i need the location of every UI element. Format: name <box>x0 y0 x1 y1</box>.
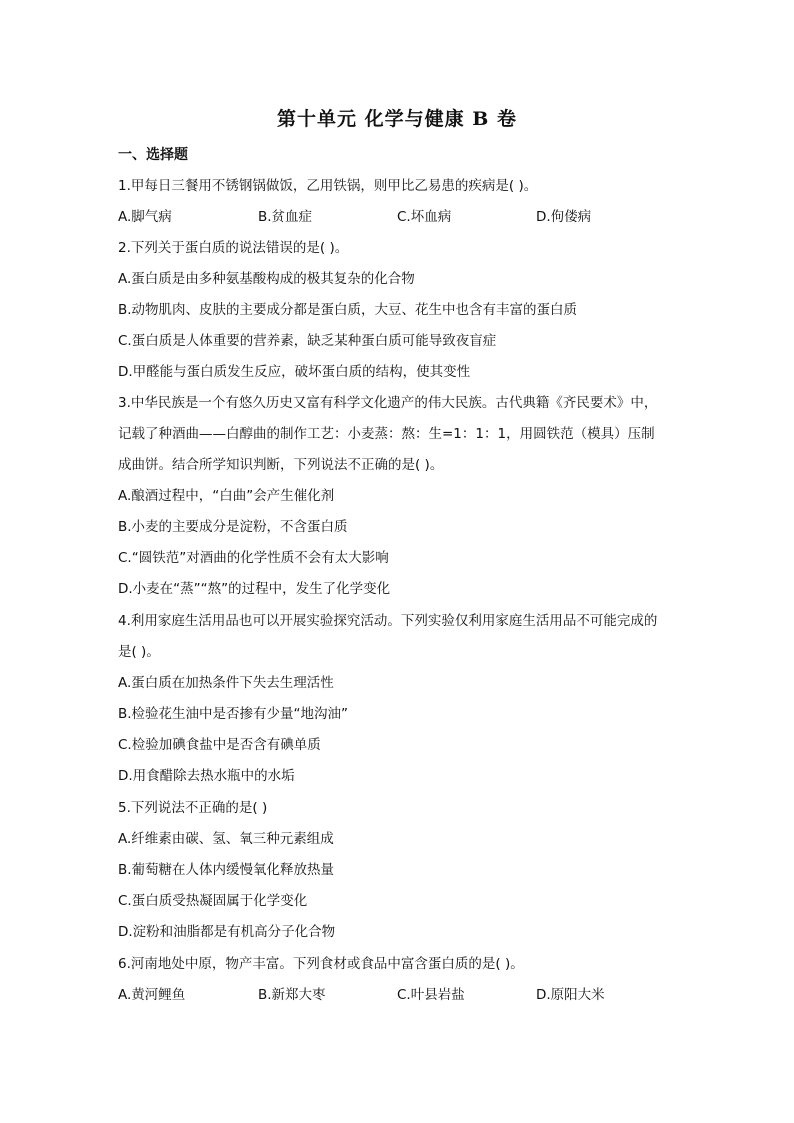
question-1-stem: 1.甲每日三餐用不锈钢锅做饭，乙用铁锅，则甲比乙易患的疾病是( )。 <box>118 178 538 194</box>
q5-option-c: C.蛋白质受热凝固属于化学变化 <box>118 893 308 909</box>
q1-option-a: A.脚气病 <box>118 209 172 225</box>
question-5-stem: 5.下列说法不正确的是( ) <box>118 800 268 816</box>
q1-option-c: C.坏血病 <box>397 209 452 225</box>
question-3-stem-line-3: 成曲饼。结合所学知识判断，下列说法不正确的是( )。 <box>118 457 444 473</box>
q2-option-c: C.蛋白质是人体重要的营养素，缺乏某种蛋白质可能导致夜盲症 <box>118 333 497 349</box>
question-1-options <box>118 207 678 227</box>
q3-option-a: A.酿酒过程中，“白曲”会产生催化剂 <box>118 488 335 504</box>
q1-option-d: D.佝偻病 <box>536 209 592 225</box>
q3-option-c: C.“圆铁范”对酒曲的化学性质不会有太大影响 <box>118 550 389 566</box>
q6-option-a: A.黄河鲤鱼 <box>118 987 186 1003</box>
q6-option-c: C.叶县岩盐 <box>397 987 465 1003</box>
q2-option-b: B.动物肌肉、皮肤的主要成分都是蛋白质，大豆、花生中也含有丰富的蛋白质 <box>118 302 578 318</box>
q2-option-d: D.甲醛能与蛋白质发生反应，破坏蛋白质的结构，使其变性 <box>118 364 471 380</box>
q6-option-d: D.原阳大米 <box>536 987 605 1003</box>
question-3-stem-line-1: 3.中华民族是一个有悠久历史又富有科学文化遗产的伟大民族。古代典籍《齐民要术》中， <box>118 395 658 411</box>
q4-option-b: B.检验花生油中是否掺有少量“地沟油” <box>118 706 349 722</box>
section-heading: 一、选择题 <box>118 147 188 163</box>
q4-option-d: D.用食醋除去热水瓶中的水垢 <box>118 768 295 784</box>
q1-option-b: B.贫血症 <box>258 209 313 225</box>
q4-option-a: A.蛋白质在加热条件下失去生理活性 <box>118 675 334 691</box>
question-3-stem-line-2: 记载了种酒曲——白醇曲的制作工艺：小麦蒸：熬：生=1：1：1，用圆铁范（模具）压制 <box>118 426 655 442</box>
q6-option-b: B.新郑大枣 <box>258 987 326 1003</box>
q5-option-d: D.淀粉和油脂都是有机高分子化合物 <box>118 924 336 940</box>
question-4-stem-line-1: 4.利用家庭生活用品也可以开展实验探究活动。下列实验仅利用家庭生活用品不可能完成的 <box>118 613 658 629</box>
question-2-stem: 2.下列关于蛋白质的说法错误的是( )。 <box>118 240 349 256</box>
q4-option-c: C.检验加碘食盐中是否含有碘单质 <box>118 737 321 753</box>
q3-option-b: B.小麦的主要成分是淀粉，不含蛋白质 <box>118 519 348 535</box>
question-6-options <box>118 985 678 1005</box>
q5-option-b: B.葡萄糖在人体内缓慢氧化释放热量 <box>118 862 335 878</box>
q2-option-a: A.蛋白质是由多种氨基酸构成的极其复杂的化合物 <box>118 271 415 287</box>
question-6-stem: 6.河南地处中原，物产丰富。下列食材或食品中富含蛋白质的是( )。 <box>118 956 524 972</box>
q3-option-d: D.小麦在“蒸”“熬”的过程中，发生了化学变化 <box>118 581 391 597</box>
question-4-stem-line-2: 是( )。 <box>118 644 160 660</box>
q5-option-a: A.纤维素由碳、氢、氧三种元素组成 <box>118 831 334 847</box>
page-title: 第十单元 化学与健康 B 卷 <box>277 108 517 130</box>
